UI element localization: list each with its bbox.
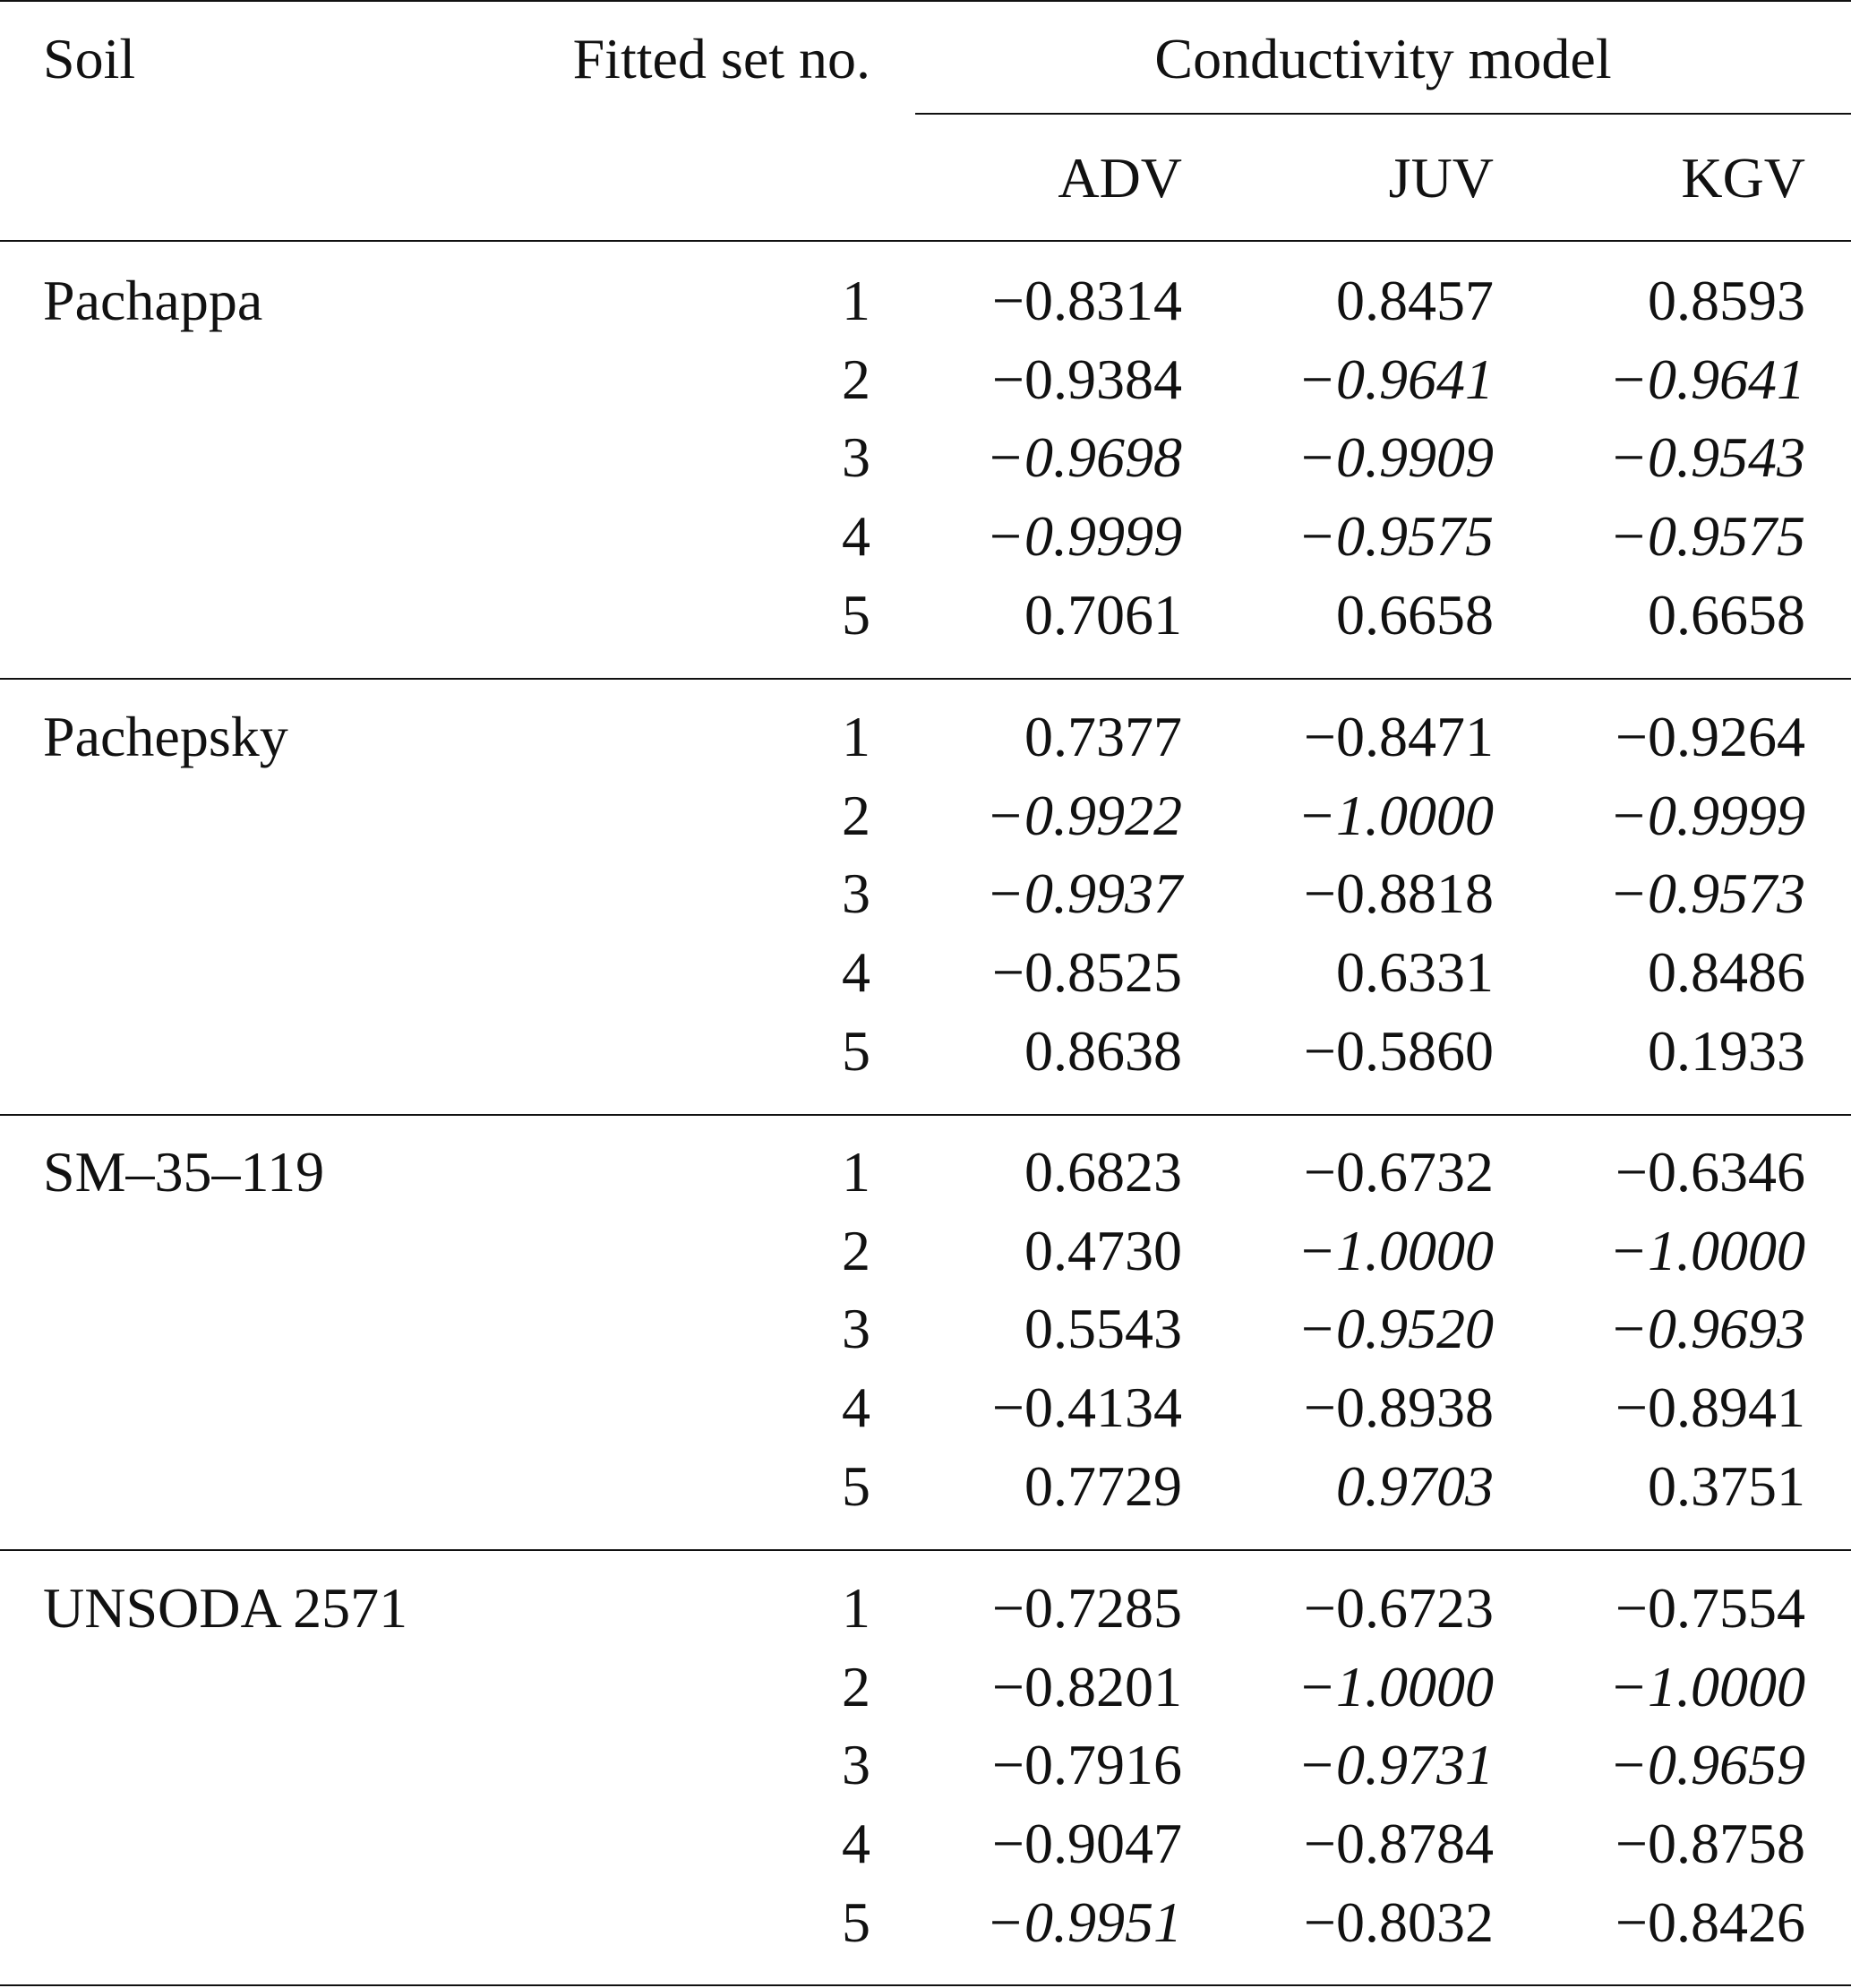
value-kgv: −0.6346 [1615,1140,1805,1204]
group-separator-rule [0,1114,1851,1116]
header-model-juv: JUV [1388,146,1494,210]
fitted-set-number: 3 [842,1297,870,1360]
value-juv: 0.6658 [1336,583,1494,647]
value-adv: 0.7061 [1024,583,1182,647]
value-adv: −0.9047 [991,1812,1182,1875]
fitted-set-number: 4 [842,1375,870,1439]
fitted-set-number: 2 [842,784,870,847]
group-separator-rule [0,1549,1851,1551]
header-soil: Soil [43,27,136,90]
value-kgv: 0.6658 [1648,583,1805,647]
value-juv: −0.8471 [1303,705,1494,768]
value-juv: 0.9703 [1336,1454,1494,1518]
value-juv: −1.0000 [1297,1219,1494,1282]
value-adv: −0.4134 [991,1375,1182,1439]
value-juv: −0.8032 [1303,1890,1494,1954]
value-kgv: 0.1933 [1648,1019,1805,1083]
value-kgv: −0.8941 [1615,1375,1805,1439]
value-kgv: −0.9543 [1608,425,1805,489]
value-adv: −0.9999 [985,504,1182,568]
fitted-set-number: 5 [842,1454,870,1518]
header-model-adv: ADV [1058,146,1182,210]
value-juv: −0.9641 [1297,347,1494,411]
value-juv: −1.0000 [1297,784,1494,847]
value-adv: −0.8201 [991,1655,1182,1718]
value-juv: −0.6723 [1303,1576,1494,1640]
soil-name: SM–35–119 [43,1140,325,1204]
value-adv: 0.5543 [1024,1297,1182,1360]
value-kgv: 0.8486 [1648,940,1805,1004]
top-rule [0,0,1851,2]
header-fitted-set: Fitted set no. [572,27,870,90]
fitted-set-number: 2 [842,347,870,411]
fitted-set-number: 3 [842,425,870,489]
value-adv: −0.7916 [991,1733,1182,1796]
fitted-set-number: 4 [842,504,870,568]
value-juv: −0.9909 [1297,425,1494,489]
value-juv: −0.6732 [1303,1140,1494,1204]
header-model-kgv: KGV [1681,146,1805,210]
value-juv: −0.9731 [1297,1733,1494,1796]
fitted-set-number: 3 [842,1733,870,1796]
value-juv: −0.8784 [1303,1812,1494,1875]
value-kgv: −1.0000 [1608,1655,1805,1718]
value-kgv: −0.7554 [1615,1576,1805,1640]
value-adv: −0.9951 [985,1890,1182,1954]
value-adv: −0.9937 [985,861,1182,925]
header-bottom-rule [0,240,1851,242]
value-kgv: −0.8426 [1615,1890,1805,1954]
value-juv: 0.6331 [1336,940,1494,1004]
value-kgv: −0.9659 [1608,1733,1805,1796]
fitted-set-number: 4 [842,940,870,1004]
value-juv: −0.9520 [1297,1297,1494,1360]
value-adv: −0.9922 [985,784,1182,847]
value-juv: −0.8938 [1303,1375,1494,1439]
group-header-rule [915,113,1851,115]
fitted-set-number: 5 [842,1890,870,1954]
value-kgv: −0.9573 [1608,861,1805,925]
value-kgv: −0.9693 [1608,1297,1805,1360]
header-conductivity-model: Conductivity model [1154,27,1612,90]
value-juv: −0.8818 [1303,861,1494,925]
fitted-set-number: 1 [842,705,870,768]
soil-name: UNSODA 2571 [43,1576,408,1640]
fitted-set-number: 1 [842,1140,870,1204]
fitted-set-number: 1 [842,269,870,332]
bottom-rule [0,1984,1851,1986]
fitted-set-number: 2 [842,1219,870,1282]
value-adv: −0.8314 [991,269,1182,332]
value-adv: 0.6823 [1024,1140,1182,1204]
value-kgv: −0.9264 [1615,705,1805,768]
value-adv: −0.7285 [991,1576,1182,1640]
fitted-set-number: 4 [842,1812,870,1875]
value-juv: −0.5860 [1303,1019,1494,1083]
value-adv: 0.4730 [1024,1219,1182,1282]
value-kgv: 0.3751 [1648,1454,1805,1518]
value-adv: 0.8638 [1024,1019,1182,1083]
fitted-set-number: 5 [842,1019,870,1083]
value-kgv: −0.9575 [1608,504,1805,568]
value-adv: −0.9384 [991,347,1182,411]
value-kgv: 0.8593 [1648,269,1805,332]
value-adv: 0.7377 [1024,705,1182,768]
value-adv: −0.8525 [991,940,1182,1004]
fitted-set-number: 2 [842,1655,870,1718]
value-kgv: −0.8758 [1615,1812,1805,1875]
fitted-set-number: 1 [842,1576,870,1640]
value-juv: −0.9575 [1297,504,1494,568]
value-kgv: −0.9641 [1608,347,1805,411]
value-juv: −1.0000 [1297,1655,1494,1718]
soil-name: Pachepsky [43,705,288,768]
group-separator-rule [0,678,1851,680]
value-adv: −0.9698 [985,425,1182,489]
fitted-set-number: 5 [842,583,870,647]
value-kgv: −0.9999 [1608,784,1805,847]
value-kgv: −1.0000 [1608,1219,1805,1282]
soil-name: Pachappa [43,269,263,332]
value-juv: 0.8457 [1336,269,1494,332]
fitted-set-number: 3 [842,861,870,925]
value-adv: 0.7729 [1024,1454,1182,1518]
